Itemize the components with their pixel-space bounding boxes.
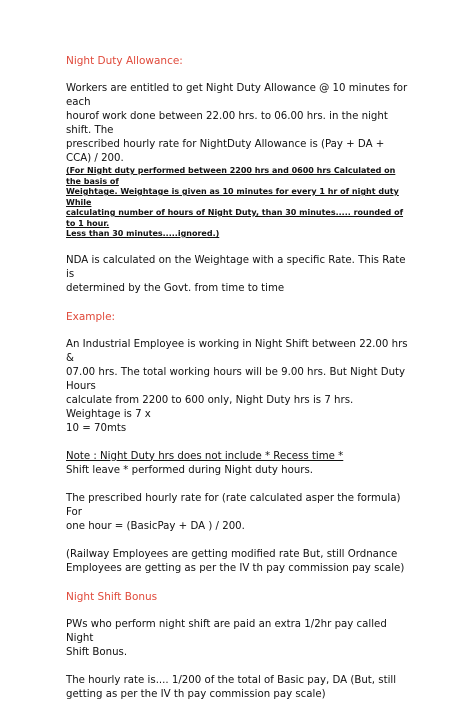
nda-note-line: Less than 30 minutes.....ignored.): [66, 229, 220, 238]
nda-rate-line: determined by the Govt. from time to time: [66, 282, 285, 294]
railway-paragraph: [66, 548, 408, 576]
example-line: 10 = 70mts: [66, 422, 127, 434]
nda-line: Workers are entitled to get Night Duty Allowance @ 10 minutes for each: [66, 83, 408, 108]
nda-rate-line: NDA is calculated on the Weightage with a specific Rate. This Rate is: [66, 254, 406, 280]
railway-line: (Railway Employees are getting modified rate But, still Ordnance: [66, 548, 398, 560]
nda-note-line: (For Night duty performed between 2200 hrs and 0600 hrs Calculated on the basis of: [66, 166, 396, 186]
rate-line: one hour = (BasicPay + DA ) / 200.: [66, 520, 245, 532]
bonus-paragraph: [66, 618, 408, 660]
example-line: calculate from 2200 to 600 only, Night Duty hrs is 7 hrs. Weightage is 7 x: [66, 394, 354, 420]
example-line: An Industrial Employee is working in Night Shift between 22.00 hrs &: [66, 338, 408, 364]
night-shift-bonus-heading: Night Shift Bonus: [66, 590, 158, 603]
example-line: 07.00 hrs. The total working hours will be 9.00 hrs. But Night Duty Hours: [66, 366, 406, 392]
nda-note-line: Weightage. Weightage is given as 10 minutes for every 1 hr of night duty While: [66, 187, 399, 207]
nda-line: hourof work done between 22.00 hrs. to 06.00 hrs. in the night shift. The: [66, 111, 388, 136]
rate-paragraph: [66, 492, 408, 534]
nda-line: prescribed hourly rate for NightDuty Allowance is (Pay + DA + CCA) / 200.: [66, 139, 385, 164]
night-duty-allowance-heading: Night Duty Allowance:: [66, 55, 183, 67]
nda-rate-paragraph: [66, 254, 408, 296]
bonus-rate-line: The hourly rate is.... 1/200 of the total of Basic pay, DA (But, still: [66, 674, 397, 686]
nda-paragraph: [66, 82, 408, 240]
railway-line: Employees are getting as per the IV th pay commission pay scale): [66, 562, 405, 574]
example-paragraph: [66, 338, 408, 436]
bonus-rate-line: getting as per the IV th pay commission pay scale): [66, 688, 326, 700]
note-line: Shift leave * performed during Night duty hours.: [66, 464, 314, 476]
note-line: Note : Night Duty hrs does not include * Recess time *: [66, 450, 344, 462]
note-paragraph: [66, 450, 408, 478]
bonus-line: Shift Bonus.: [66, 646, 128, 658]
rate-line: The prescribed hourly rate for (rate calculated asper the formula) For: [66, 492, 401, 518]
nda-note-line: calculating number of hours of Night Duty, than 30 minutes..... rounded of to 1 hour.: [66, 208, 404, 228]
bonus-rate-paragraph: [66, 674, 408, 702]
example-heading: Example:: [66, 310, 116, 323]
bonus-line: PWs who perform night shift are paid an extra 1/2hr pay called Night: [66, 618, 387, 644]
